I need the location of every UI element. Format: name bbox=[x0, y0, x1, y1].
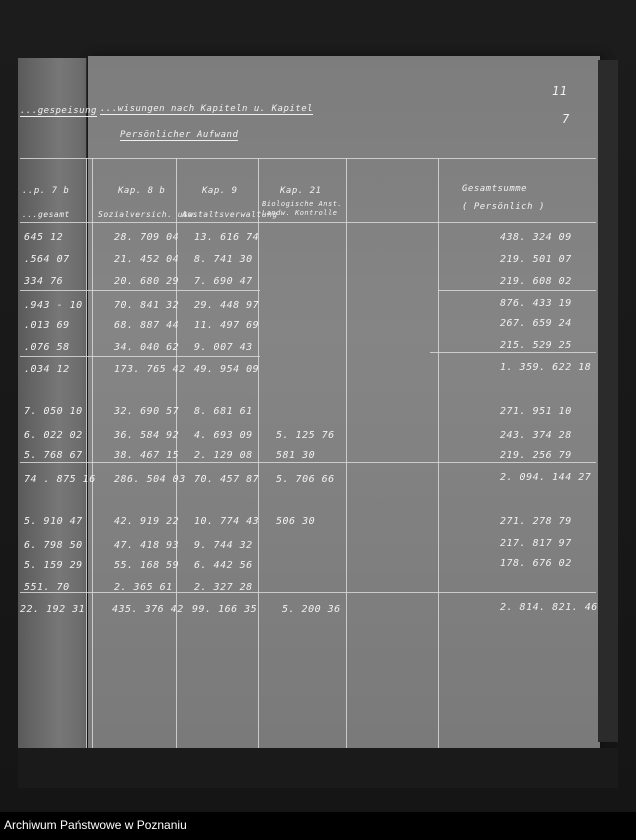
cell-kap9: 6. 442 56 bbox=[194, 560, 253, 571]
page-subtitle: Persönlicher Aufwand bbox=[120, 130, 239, 140]
col-header-kap8b: Kap. 8 b bbox=[118, 186, 166, 196]
cell-kap8b: 70. 841 32 bbox=[114, 300, 180, 311]
scan-bottom-band bbox=[18, 748, 618, 788]
cell-kap8b: 21. 452 04 bbox=[114, 254, 180, 265]
page-title: ...wisungen nach Kapiteln u. Kapitel bbox=[100, 104, 314, 114]
previous-page-strip bbox=[18, 58, 87, 748]
col-header-kap7b: ..p. 7 b bbox=[22, 186, 70, 196]
cell-kap8b: 68. 887 44 bbox=[114, 320, 180, 331]
cell-kap7b: .564 07 bbox=[24, 254, 70, 265]
group-rule bbox=[20, 356, 260, 357]
cell-kap8b: 20. 680 29 bbox=[114, 276, 180, 287]
cell-kap7b: 5. 159 29 bbox=[24, 560, 83, 571]
header-top-rule bbox=[20, 158, 596, 159]
cell-kap7b: 5. 768 67 bbox=[24, 450, 83, 461]
cell-kap8b: 28. 709 04 bbox=[114, 232, 180, 243]
total-kap7b: 22. 192 31 bbox=[20, 604, 86, 615]
left-page-heading: ...gespeisung bbox=[20, 106, 97, 116]
cell-kap7b: 74 . 875 16 bbox=[24, 474, 96, 485]
cell-kap7b: 6. 022 02 bbox=[24, 430, 83, 441]
cell-kap21: 581 30 bbox=[276, 450, 316, 461]
cell-total: 219. 256 79 bbox=[500, 450, 572, 461]
cell-kap9: 8. 681 61 bbox=[194, 406, 253, 417]
cell-kap9: 4. 693 09 bbox=[194, 430, 253, 441]
cell-kap8b: 55. 168 59 bbox=[114, 560, 180, 571]
cell-kap9: 29. 448 97 bbox=[194, 300, 260, 311]
cell-kap8b: 2. 365 61 bbox=[114, 582, 173, 593]
col-sub-kap7b: ...gesamt bbox=[22, 210, 70, 219]
cell-kap9: 49. 954 09 bbox=[194, 364, 260, 375]
cell-total: 271. 278 79 bbox=[500, 516, 572, 527]
cell-kap8b: 36. 584 92 bbox=[114, 430, 180, 441]
cell-kap9: 2. 327 28 bbox=[194, 582, 253, 593]
cell-kap9: 13. 616 74 bbox=[194, 232, 260, 243]
total-kap8b: 435. 376 42 bbox=[112, 604, 184, 615]
cell-kap7b: 645 12 bbox=[24, 232, 64, 243]
cell-kap8b: 38. 467 15 bbox=[114, 450, 180, 461]
cell-kap21: 5. 706 66 bbox=[276, 474, 335, 485]
col-header-kap21: Kap. 21 bbox=[280, 186, 322, 196]
cell-total: 217. 817 97 bbox=[500, 538, 572, 549]
cell-total: 219. 501 07 bbox=[500, 254, 572, 265]
col-sub-total: ( Persönlich ) bbox=[462, 202, 545, 212]
col-sub-kap9: Anstaltsverwaltung bbox=[182, 210, 278, 219]
group-rule bbox=[438, 290, 596, 291]
cell-kap9: 70. 457 87 bbox=[194, 474, 260, 485]
cell-kap21: 5. 125 76 bbox=[276, 430, 335, 441]
cell-kap7b: 334 76 bbox=[24, 276, 64, 287]
col-header-kap9: Kap. 9 bbox=[202, 186, 238, 196]
cell-kap7b: 6. 798 50 bbox=[24, 540, 83, 551]
cell-kap7b: 7. 050 10 bbox=[24, 406, 83, 417]
cell-total: 438. 324 09 bbox=[500, 232, 572, 243]
col-sub-kap8b: Sozialversich. usw. bbox=[98, 210, 200, 219]
cell-kap7b: .076 58 bbox=[24, 342, 70, 353]
cell-total: 2. 094. 144 27 bbox=[500, 472, 592, 483]
cell-total: 876. 433 19 bbox=[500, 298, 572, 309]
cell-kap7b: 5. 910 47 bbox=[24, 516, 83, 527]
cell-total: 215. 529 25 bbox=[500, 340, 572, 351]
column-divider bbox=[258, 158, 259, 748]
cell-kap9: 7. 690 47 bbox=[194, 276, 253, 287]
cell-total: 219. 608 02 bbox=[500, 276, 572, 287]
cell-kap8b: 47. 418 93 bbox=[114, 540, 180, 551]
cell-total: 178. 676 02 bbox=[500, 558, 572, 569]
cell-kap7b: .943 - 10 bbox=[24, 300, 83, 311]
cell-total: 267. 659 24 bbox=[500, 318, 572, 329]
col-sub-kap21: Biologische Anst. Landw. Kontrolle bbox=[262, 200, 343, 217]
cell-kap8b: 34. 040 62 bbox=[114, 342, 180, 353]
group-rule bbox=[20, 290, 260, 291]
cell-kap9: 9. 007 43 bbox=[194, 342, 253, 353]
cell-kap9: 10. 774 43 bbox=[194, 516, 260, 527]
cell-kap9: 9. 744 32 bbox=[194, 540, 253, 551]
cell-kap8b: 32. 690 57 bbox=[114, 406, 180, 417]
total-kap21: 5. 200 36 bbox=[282, 604, 341, 615]
group-rule bbox=[20, 462, 596, 463]
cell-total: 1. 359. 622 18 bbox=[500, 362, 592, 373]
page-number-alt: 7 bbox=[562, 112, 570, 126]
column-divider bbox=[86, 158, 87, 748]
column-divider bbox=[346, 158, 347, 748]
cell-kap21: 506 30 bbox=[276, 516, 316, 527]
col-header-total: Gesamtsumme bbox=[462, 184, 528, 194]
page-edge bbox=[598, 60, 618, 742]
ledger-page bbox=[88, 56, 600, 748]
column-divider bbox=[438, 158, 439, 748]
archive-credit: Archiwum Państwowe w Poznaniu bbox=[4, 818, 187, 832]
cell-kap9: 8. 741 30 bbox=[194, 254, 253, 265]
cell-total: 243. 374 28 bbox=[500, 430, 572, 441]
cell-kap8b: 173. 765 42 bbox=[114, 364, 186, 375]
total-kap9: 99. 166 35 bbox=[192, 604, 258, 615]
page-number: 11 bbox=[552, 84, 568, 98]
header-bottom-rule bbox=[20, 222, 596, 223]
cell-kap7b: 551. 70 bbox=[24, 582, 70, 593]
cell-kap9: 11. 497 69 bbox=[194, 320, 260, 331]
cell-total: 271. 951 10 bbox=[500, 406, 572, 417]
cell-kap7b: .034 12 bbox=[24, 364, 70, 375]
totals-rule bbox=[20, 592, 596, 593]
cell-kap8b: 42. 919 22 bbox=[114, 516, 180, 527]
cell-kap8b: 286. 504 03 bbox=[114, 474, 186, 485]
column-divider bbox=[92, 158, 93, 748]
total-grand: 2. 814. 821. 46 bbox=[500, 602, 598, 613]
cell-kap7b: .013 69 bbox=[24, 320, 70, 331]
group-rule bbox=[430, 352, 596, 353]
cell-kap9: 2. 129 08 bbox=[194, 450, 253, 461]
